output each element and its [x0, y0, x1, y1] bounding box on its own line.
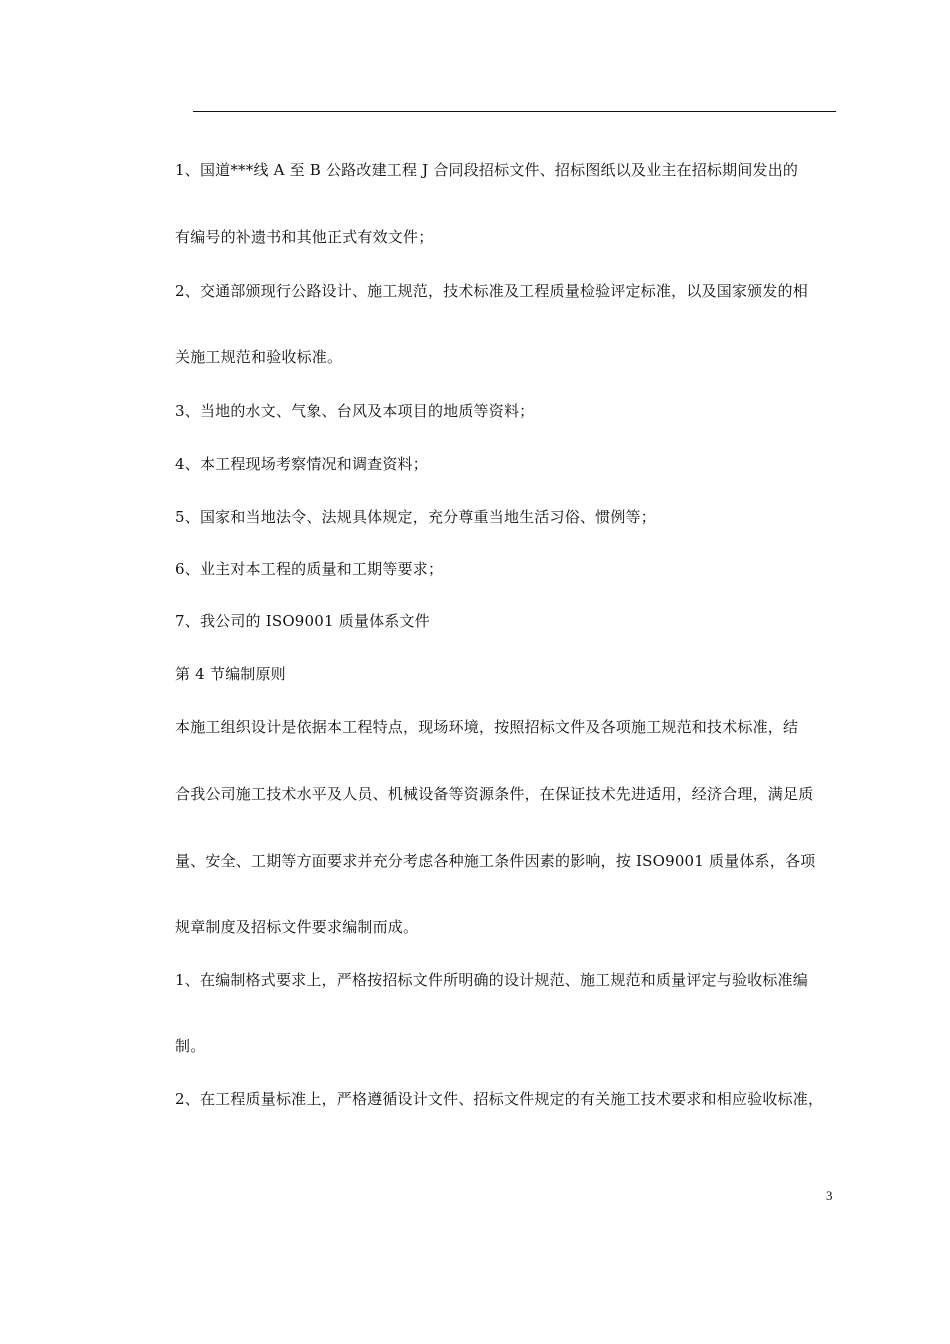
- text-line-basis-1-cont: 有编号的补遗书和其他正式有效文件；: [175, 228, 434, 246]
- header-rule: [193, 111, 836, 112]
- text-line-basis-2: 2、交通部颁现行公路设计、施工规范，技术标准及工程质量检验评定标准，以及国家颁发的相: [175, 282, 808, 300]
- text-line-principle-2: 2、在工程质量标准上，严格遵循设计文件、招标文件规定的有关施工技术要求和相应验收标准，: [175, 1090, 824, 1108]
- text-line-principle-para-3: 量、安全、工期等方面要求并充分考虑各种施工条件因素的影响，按 ISO9001 质量体系，各项: [175, 852, 816, 870]
- text-line-principle-para-1: 本施工组织设计是依据本工程特点，现场环境，按照招标文件及各项施工规范和技术标准，结: [175, 718, 799, 736]
- text-line-basis-5: 5、国家和当地法令、法规具体规定，充分尊重当地生活习俗、惯例等；: [175, 508, 656, 526]
- text-line-basis-2-cont: 关施工规范和验收标准。: [175, 348, 343, 366]
- page-number: 3: [826, 1188, 833, 1203]
- text-line-principle-para-4: 规章制度及招标文件要求编制而成。: [175, 918, 419, 936]
- text-line-basis-3: 3、当地的水文、气象、台风及本项目的地质等资料；: [175, 402, 535, 420]
- text-line-basis-7: 7、我公司的 ISO9001 质量体系文件: [175, 612, 430, 630]
- text-line-principle-1: 1、在编制格式要求上，严格按招标文件所明确的设计规范、施工规范和质量评定与验收标准编: [175, 971, 808, 989]
- text-line-basis-6: 6、业主对本工程的质量和工期等要求；: [175, 560, 444, 578]
- text-line-basis-4: 4、本工程现场考察情况和调查资料；: [175, 455, 428, 473]
- text-line-principle-1-cont: 制。: [175, 1037, 206, 1055]
- text-line-basis-1: 1、国道***线 A 至 B 公路改建工程 J 合同段招标文件、招标图纸以及业主在招标期间发出的: [175, 161, 799, 179]
- section-heading: 第 4 节编制原则: [175, 665, 286, 683]
- text-line-principle-para-2: 合我公司施工技术水平及人员、机械设备等资源条件，在保证技术先进适用，经济合理，满足质: [175, 785, 814, 803]
